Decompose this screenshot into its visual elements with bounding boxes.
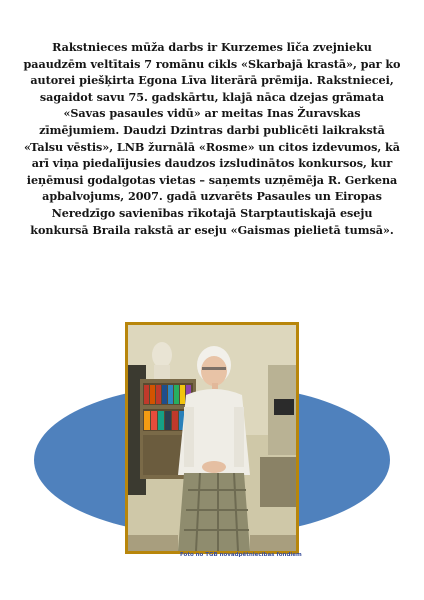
photo-caption: Foto no TGB novadpētniecības fondiem	[180, 552, 302, 558]
biography-paragraph: Rakstnieces mūža darbs ir Kurzemes līča zvejnieku paaudzēm veltītais 7 romānu cikls «Skarbajā krastā», par ko autorei piešķirta Egona Līva literārā prēmija. Rakstniecei, sagaidot savu 75. gadskārtu, klajā nāca dzejas grāmata «Savas pasaules vidū» ar meitas Inas Žuravskas zīmējumiem. Daudzi Dzintras darbi publicēti laikrakstā «Talsu vēstis», LNB žurnālā «Rosme» un citos izdevumos, kā arī viņa piedalījusies daudzos izsludinātos konkursos, kur ieņēmusi godalgotas vietas – saņemts uzņēmēja R. Gerkena apbalvojums, 2007. gadā uzvarēts Pasaules un Eiropas Neredzīgo savienības rīkotajā Starptautiskajā eseju konkursā Braila rakstā ar eseju «Gaismas pielietā tumsā».	[23, 40, 401, 237]
portrait-photo	[125, 322, 299, 554]
